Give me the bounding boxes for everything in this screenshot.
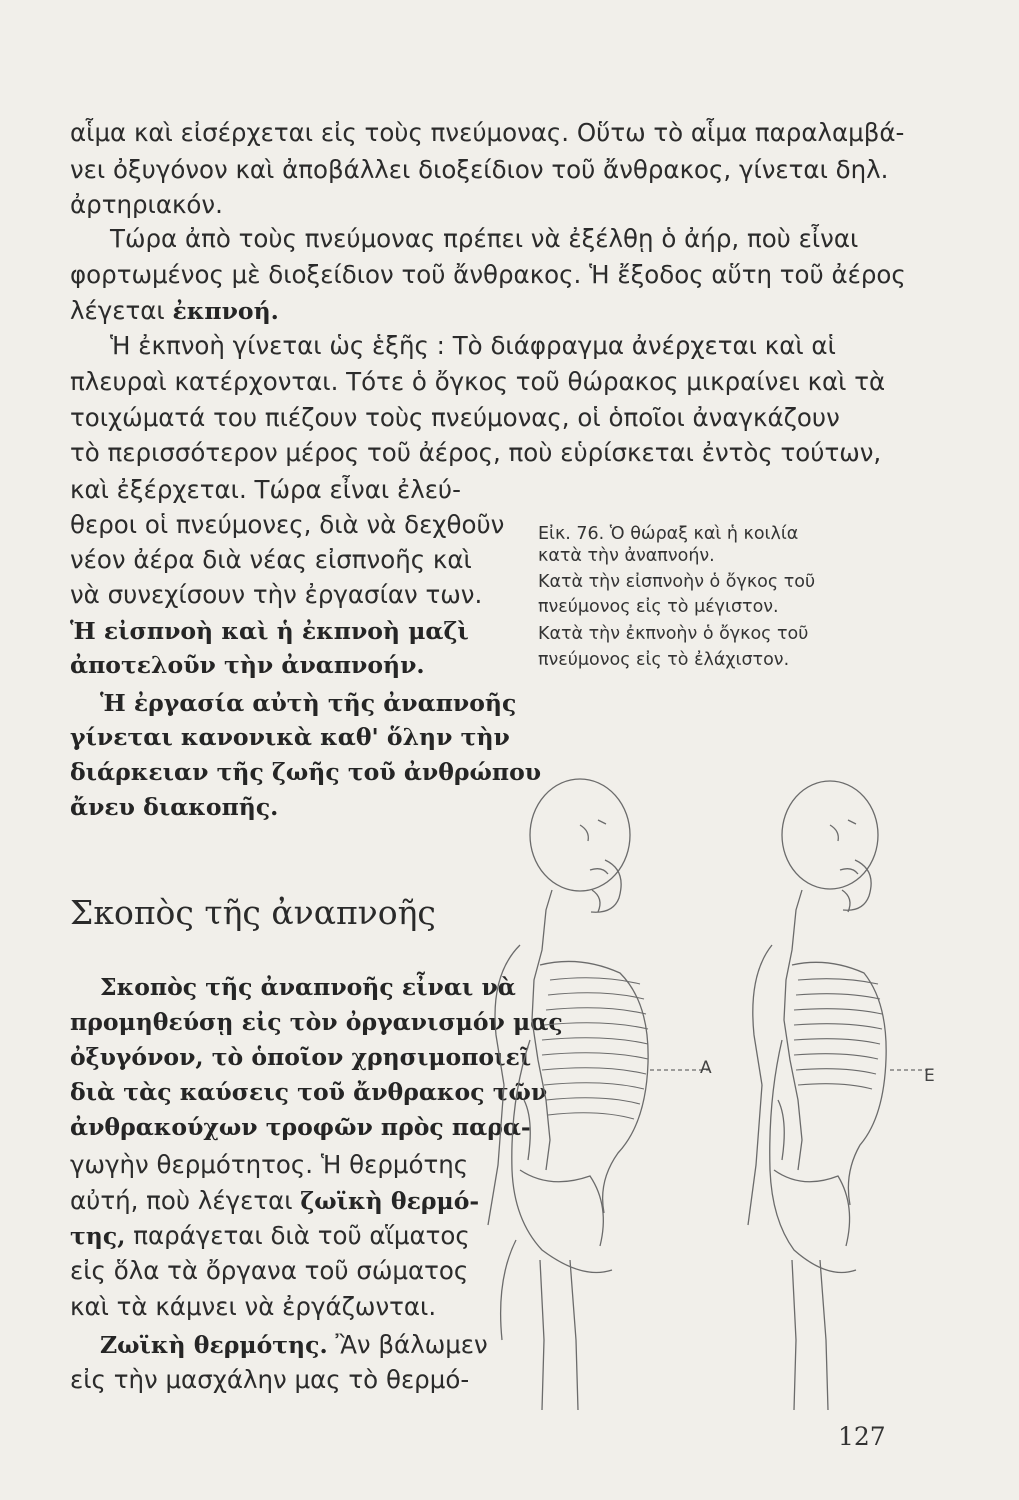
- figure-label-e: Ε: [924, 1066, 935, 1086]
- figure-caption-line: Κατὰ τὴν εἰσπνοὴν ὁ ὄγκος τοῦ: [538, 572, 816, 592]
- text-line: τὸ περισσότερον μέρος τοῦ ἀέρος, ποὺ εὑρίσκεται ἐντὸς τούτων,: [70, 438, 882, 467]
- figure-caption-line: πνεύμονος εἰς τὸ μέγιστον.: [538, 597, 779, 617]
- text-line: νὰ συνεχίσουν τὴν ἐργασίαν των.: [70, 580, 483, 609]
- text-line: νέον ἀέρα διὰ νέας εἰσπνοῆς καὶ: [70, 545, 472, 574]
- subheading-zoiki-thermotis: Ζωϊκὴ θερμότης.: [100, 1331, 328, 1359]
- figure-label-a: Α: [700, 1058, 712, 1078]
- text-line: θεροι οἱ πνεύμονες, διὰ νὰ δεχθοῦν: [70, 510, 505, 539]
- figure-caption-line: Κατὰ τὴν ἐκπνοὴν ὁ ὄγκος τοῦ: [538, 624, 809, 644]
- text-line: νει ὀξυγόνον καὶ ἀποβάλλει διοξείδιον τοῦ ἄνθρακος, γίνεται δηλ.: [70, 155, 889, 184]
- text-line: [100, 1330, 488, 1360]
- text-span: λέγεται: [70, 296, 165, 325]
- bold-line: ἀποτελοῦν τὴν ἀναπνοήν.: [70, 651, 425, 679]
- term-ekpnoi: ἐκπνοή.: [172, 297, 279, 325]
- text-line: ἀρτηριακόν.: [70, 190, 223, 219]
- bold-line: ὀξυγόνον, τὸ ὁποῖον χρησιμοποιεῖ: [70, 1043, 532, 1071]
- skeleton-illustration: [480, 740, 950, 1420]
- bold-line: Ἡ εἰσπνοὴ καὶ ἡ ἐκπνοὴ μαζὶ: [70, 617, 469, 645]
- text-line: φορτωμένος μὲ διοξείδιον τοῦ ἄνθρακος. Ἡ ἔξοδος αὕτη τοῦ ἀέρος: [70, 260, 906, 289]
- skeleton-left-figure: [488, 779, 648, 1410]
- text-line: καὶ τὰ κάμνει νὰ ἐργάζωνται.: [70, 1292, 437, 1321]
- bold-line: διάρκειαν τῆς ζωῆς τοῦ ἀνθρώπου: [70, 758, 542, 786]
- bold-line: Ἡ ἐργασία αὐτὴ τῆς ἀναπνοῆς: [100, 689, 517, 717]
- text-line: εἰς τὴν μασχάλην μας τὸ θερμό-: [70, 1365, 470, 1394]
- text-line: [70, 296, 279, 326]
- bold-line: γίνεται κανονικὰ καθ' ὅλην τὴν: [70, 723, 510, 751]
- section-heading: Σκοπὸς τῆς ἀναπνοῆς: [70, 893, 436, 932]
- skeleton-right-figure: [748, 781, 886, 1410]
- bold-line: Σκοπὸς τῆς ἀναπνοῆς εἶναι νὰ: [100, 973, 516, 1001]
- bold-line: ἀνθρακούχων τροφῶν πρὸς παρα-: [70, 1113, 531, 1141]
- figure-skeletons: [480, 740, 950, 1420]
- text-line: αἷμα καὶ εἰσέρχεται εἰς τοὺς πνεύμονας. Οὕτω τὸ αἷμα παραλαμβά-: [70, 118, 905, 147]
- figure-caption-line: πνεύμονος εἰς τὸ ἐλάχιστον.: [538, 650, 790, 670]
- bold-line: ἄνευ διακοπῆς.: [70, 793, 279, 821]
- text-line: πλευραὶ κατέρχονται. Τότε ὁ ὄγκος τοῦ θώρακος μικραίνει καὶ τὰ: [70, 367, 886, 396]
- page-number: 127: [838, 1422, 886, 1451]
- text-line: τοιχώματά του πιέζουν τοὺς πνεύμονας, οἱ ὁποῖοι ἀναγκάζουν: [70, 403, 840, 432]
- text-span: παράγεται διὰ τοῦ αἵματος: [133, 1221, 470, 1250]
- text-line: καὶ ἐξέρχεται. Τώρα εἶναι ἐλεύ-: [70, 475, 461, 504]
- text-line: γωγὴν θερμότητος. Ἡ θερμότης: [70, 1150, 469, 1179]
- bold-line: προμηθεύσῃ εἰς τὸν ὀργανισμόν μας: [70, 1008, 563, 1036]
- term-zoiki-thermotis: ζωϊκὴ θερμό-: [300, 1187, 480, 1215]
- text-line: [70, 1186, 479, 1216]
- text-span: αὐτή, ποὺ λέγεται: [70, 1186, 293, 1215]
- text-span: Ἂν βάλωμεν: [335, 1330, 488, 1359]
- text-line: εἰς ὅλα τὰ ὄργανα τοῦ σώματος: [70, 1256, 469, 1285]
- text-span: της,: [70, 1222, 126, 1250]
- text-line: Ἡ ἐκπνοὴ γίνεται ὡς ἑξῆς : Τὸ διάφραγμα ἀνέρχεται καὶ αἱ: [110, 331, 836, 360]
- text-line: Τώρα ἀπὸ τοὺς πνεύμονας πρέπει νὰ ἐξέλθῃ ὁ ἀήρ, ποὺ εἶναι: [110, 224, 859, 253]
- bold-line: διὰ τὰς καύσεις τοῦ ἄνθρακος τῶν: [70, 1078, 548, 1106]
- figure-caption-line: κατὰ τὴν ἀναπνοήν.: [538, 546, 715, 566]
- figure-caption-line: Εἰκ. 76. Ὁ θώραξ καὶ ἡ κοιλία: [538, 524, 799, 544]
- text-line: [70, 1221, 470, 1251]
